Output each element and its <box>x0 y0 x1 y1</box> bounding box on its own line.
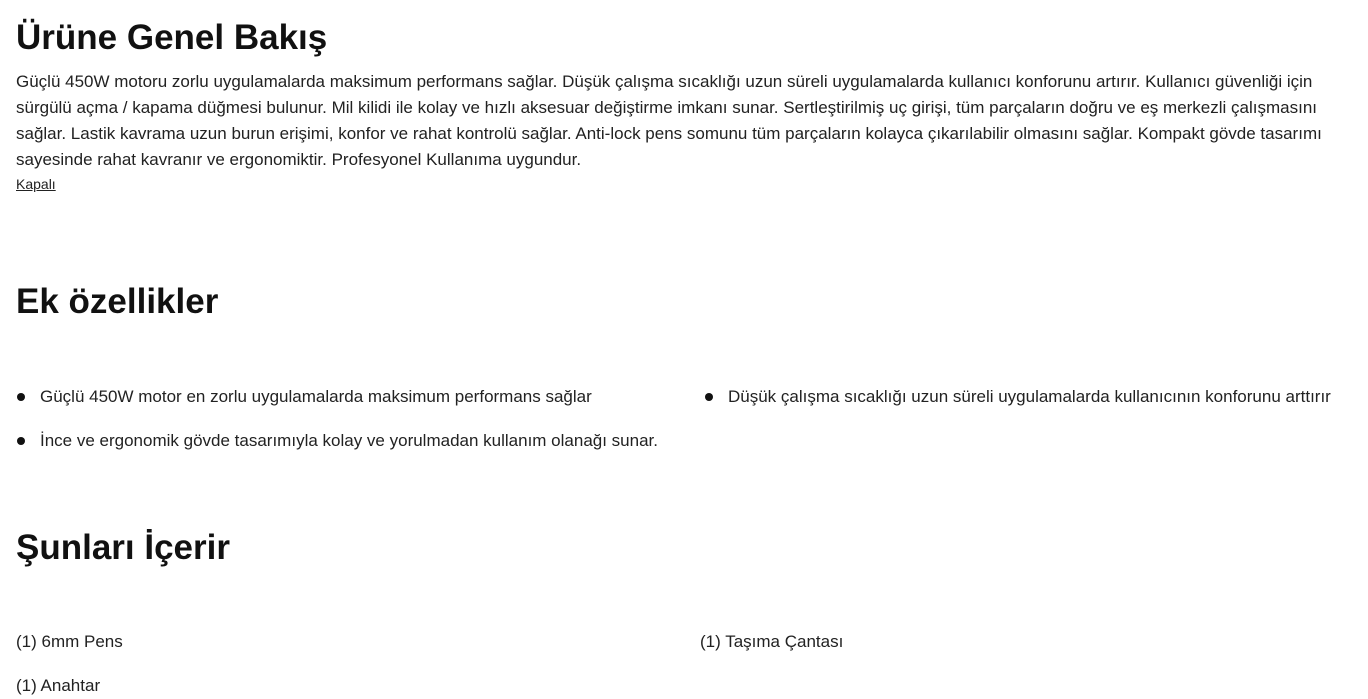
feature-item <box>16 383 660 410</box>
contents-item: (1) Anahtar <box>16 676 101 695</box>
contents-item: (1) 6mm Pens <box>16 632 123 651</box>
overview-section <box>16 17 1352 194</box>
bullet-icon <box>17 393 25 401</box>
overview-title: Ürüne Genel Bakış <box>16 18 328 57</box>
bullet-icon <box>17 437 25 445</box>
overview-description: Güçlü 450W motoru zorlu uygulamalarda maksimum performans sağlar. Düşük çalışma sıcaklığı uzun süreli uygulamalarda kullanıcı konforunu artırır. Kullanıcı güvenliği için sürgülü açma / kapama düğmesi bulunur. Mil kilidi ile kolay ve hızlı aksesuar değiştirme imkanı sunar. Sertleştirilmiş uç girişi, tüm parçaların doğru ve eş merkezli çalışmasını sağlar. Lastik kavrama uzun burun erişimi, konfor ve rahat kontrolü sağlar. Anti-lock pens somunu tüm parçaların kolayca çıkarılabilir olmasını sağlar. Kompakt gövde tasarımı sayesinde rahat kavranır ve ergonomiktir. Profesyonel Kullanıma uygundur. <box>16 72 1322 169</box>
features-list <box>16 323 1352 463</box>
contents-list <box>16 569 1352 695</box>
contents-title: Şunları İçerir <box>16 528 230 567</box>
feature-text: İnce ve ergonomik gövde tasarımıyla kolay ve yorulmadan kullanım olanağı sunar. <box>40 431 658 450</box>
feature-item <box>704 383 1368 410</box>
collapse-toggle-link[interactable]: Kapalı <box>16 176 56 192</box>
feature-text: Güçlü 450W motor en zorlu uygulamalarda maksimum performans sağlar <box>40 387 592 406</box>
feature-text: Düşük çalışma sıcaklığı uzun süreli uygulamalarda kullanıcının konforunu arttırır <box>728 387 1331 406</box>
feature-item <box>16 427 660 454</box>
box-contents-section <box>16 527 1352 695</box>
additional-features-section <box>16 281 1352 463</box>
contents-item: (1) Taşıma Çantası <box>700 632 844 651</box>
features-title: Ek özellikler <box>16 282 219 321</box>
bullet-icon <box>705 393 713 401</box>
